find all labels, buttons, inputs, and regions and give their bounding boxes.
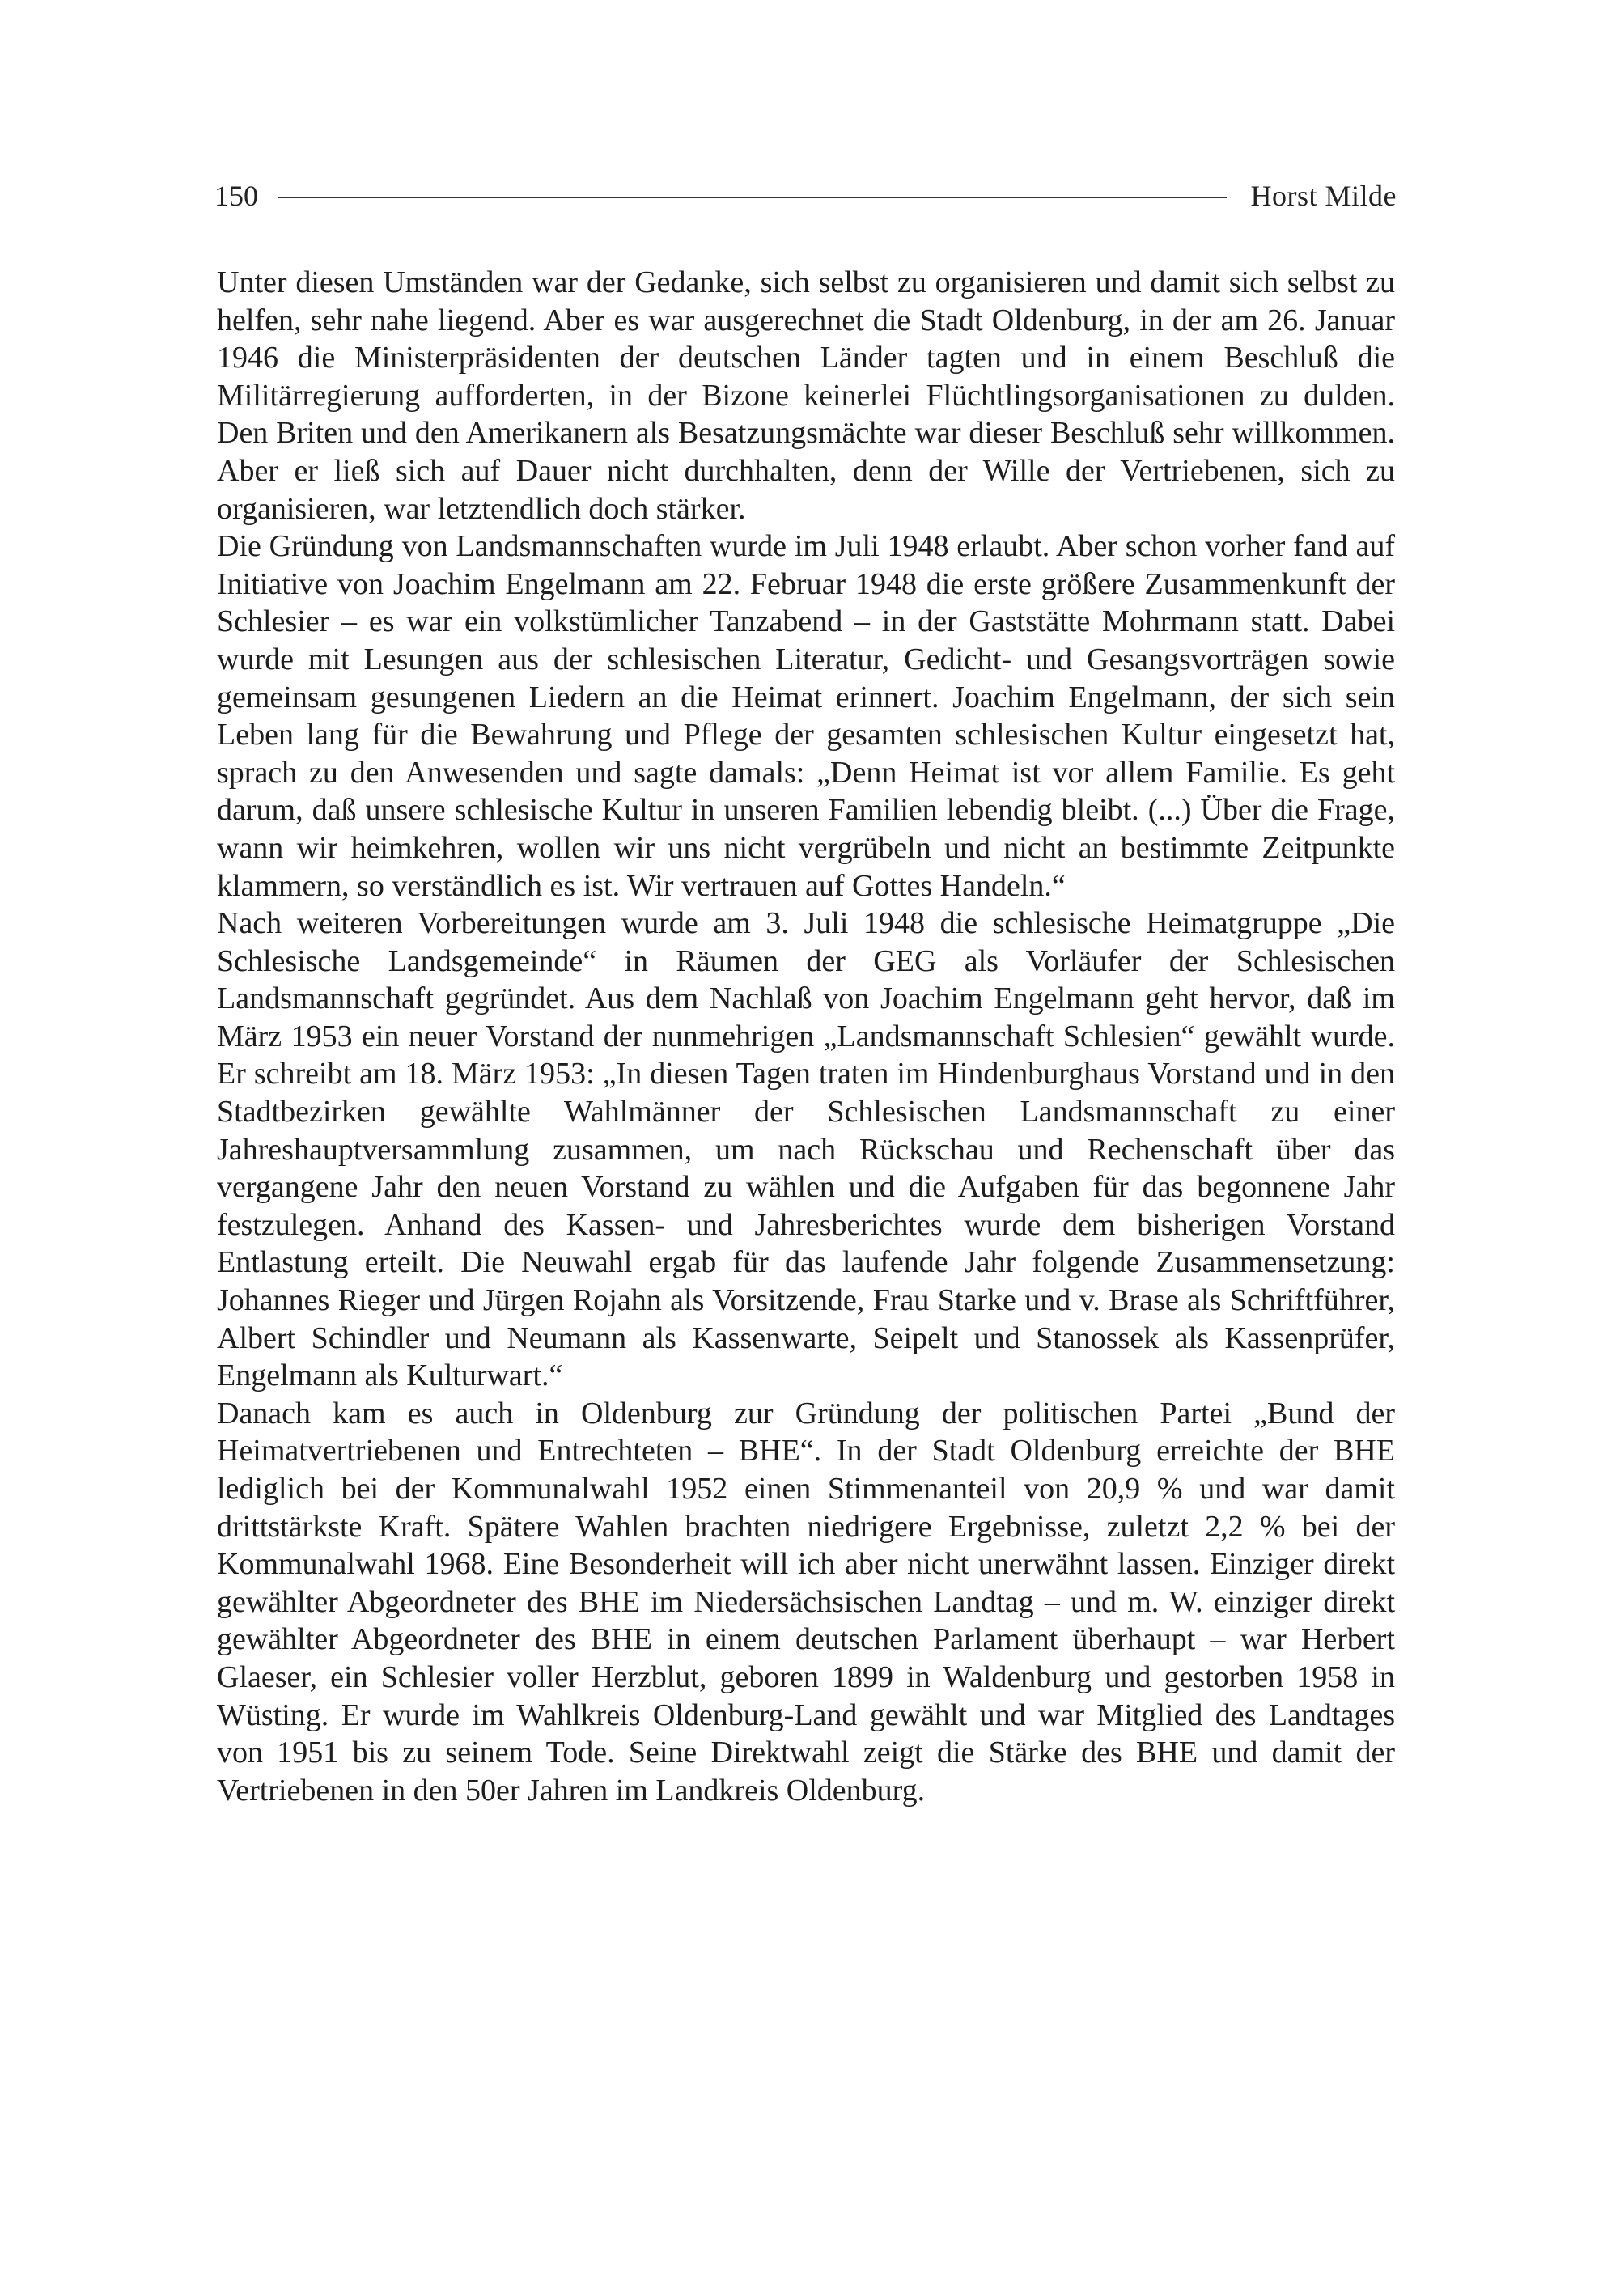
- page-number: 150: [214, 180, 258, 212]
- paragraph: Unter diesen Umständen war der Gedanke, sich selbst zu organisieren und damit sich selbst zu helfen, sehr nahe liegend. Aber es war ausgerechnet die Stadt Oldenburg, in der am 26. Januar 1946 die Ministerpräsidenten der deutschen Länder tagten und in einem Beschluß die Militärregierung aufforderten, in der Bizone keinerlei Flüchtlingsorganisationen zu dulden. Den Briten und den Amerikanern als Besatzungsmächte war dieser Beschluß sehr willkommen. Aber er ließ sich auf Dauer nicht durchhalten, denn der Wille der Vertriebenen, sich zu organisieren, war letztendlich doch stärker.: [217, 265, 1395, 526]
- running-title: Horst Milde: [1250, 180, 1397, 212]
- running-header: [214, 173, 1397, 218]
- paragraph: Die Gründung von Landsmannschaften wurde im Juli 1948 erlaubt. Aber schon vorher fand auf Initiative von Joachim Engelmann am 22. Februar 1948 die erste größere Zusammenkunft der Schlesier – es war ein volkstümlicher Tanzabend – in der Gaststätte Mohrmann statt. Dabei wurde mit Lesungen aus der schlesischen Literatur, Gedicht- und Gesangsvorträgen sowie gemeinsam gesungenen Liedern an die Heimat erinnert. Joachim Engelmann, der sich sein Leben lang für die Bewahrung und Pflege der gesamten schlesischen Kultur eingesetzt hat, sprach zu den Anwesenden und sagte damals: „Denn Heimat ist vor allem Familie. Es geht darum, daß unsere schlesische Kultur in unseren Familien lebendig bleibt. (...) Über die Frage, wann wir heimkehren, wollen wir uns nicht vergrübeln und nicht an bestimmte Zeitpunkte klammern, so verständlich es ist. Wir vertrauen auf Gottes Handeln.“: [217, 529, 1395, 903]
- body-text: [217, 264, 1395, 1809]
- header-rule: [278, 197, 1227, 198]
- paragraph: Nach weiteren Vorbereitungen wurde am 3. Juli 1948 die schlesische Heimatgruppe „Die Schlesische Landsgemeinde“ in Räumen der GEG als Vorläufer der Schlesischen Landsmannschaft gegründet. Aus dem Nachlaß von Joachim Engelmann geht hervor, daß im März 1953 ein neuer Vorstand der nunmehrigen „Landsmannschaft Schlesien“ gewählt wurde. Er schreibt am 18. März 1953: „In diesen Tagen traten im Hindenburghaus Vorstand und in den Stadtbezirken gewählte Wahlmänner der Schlesischen Landsmannschaft zu einer Jahreshauptversammlung zusammen, um nach Rückschau und Rechenschaft über das vergangene Jahr den neuen Vorstand zu wählen und die Aufgaben für das begonnene Jahr festzulegen. Anhand des Kassen- und Jahresberichtes wurde dem bisherigen Vorstand Entlastung erteilt. Die Neuwahl ergab für das laufende Jahr folgende Zusammensetzung: Johannes Rieger und Jürgen Rojahn als Vorsitzende, Frau Starke und v. Brase als Schriftführer, Albert Schindler und Neumann als Kassenwarte, Seipelt und Stanossek als Kassenprüfer, Engelmann als Kulturwart.“: [217, 906, 1395, 1393]
- paragraph: Danach kam es auch in Oldenburg zur Gründung der politischen Partei „Bund der Heimatvertriebenen und Entrechteten – BHE“. In der Stadt Oldenburg erreichte der BHE lediglich bei der Kommunalwahl 1952 einen Stimmenanteil von 20,9 % und war damit drittstärkste Kraft. Spätere Wahlen brachten niedrigere Ergebnisse, zuletzt 2,2 % bei der Kommunalwahl 1968. Eine Besonderheit will ich aber nicht unerwähnt lassen. Einziger direkt gewählter Abgeordneter des BHE im Niedersächsischen Landtag – und m. W. einziger direkt gewählter Abgeordneter des BHE in einem deutschen Parlament überhaupt – war Herbert Glaeser, ein Schlesier voller Herzblut, geboren 1899 in Waldenburg und gestorben 1958 in Wüsting. Er wurde im Wahlkreis Oldenburg-Land gewählt und war Mitglied des Landtages von 1951 bis zu seinem Tode. Seine Direktwahl zeigt die Stärke des BHE und damit der Vertriebenen in den 50er Jahren im Landkreis Oldenburg.: [217, 1396, 1395, 1808]
